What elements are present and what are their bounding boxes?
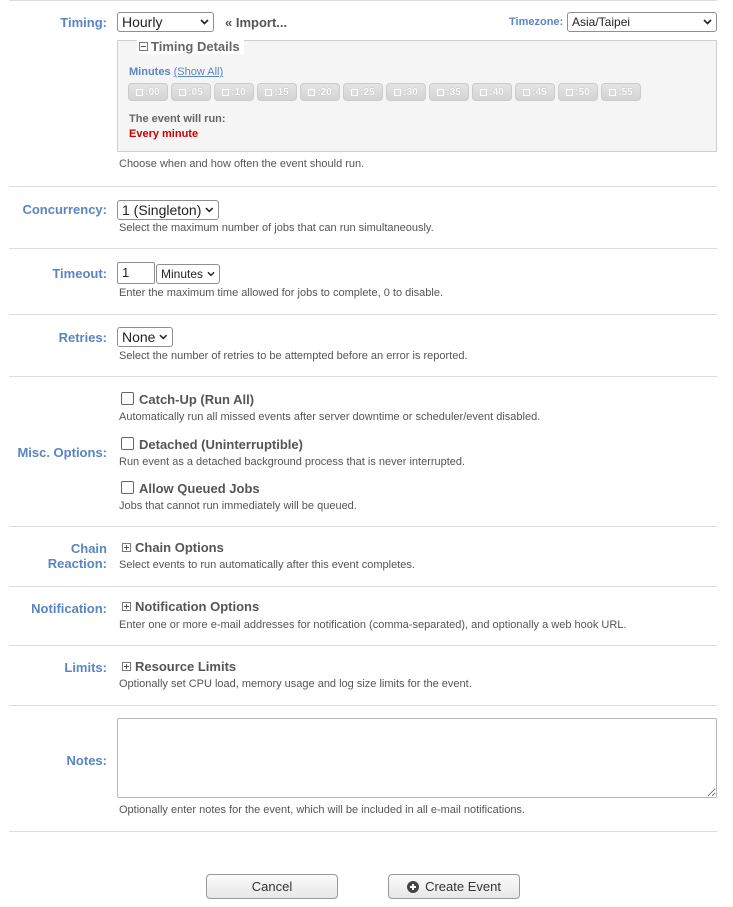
run-summary: Every minute — [129, 128, 199, 140]
add-circle-icon — [407, 881, 419, 893]
divider — [9, 376, 717, 377]
notes-label: Notes: — [66, 753, 107, 768]
queue-caption: Jobs that cannot run immediately will be queued. — [119, 500, 357, 512]
checkbox-icon — [523, 89, 530, 96]
timeout-label: Timeout: — [52, 266, 107, 281]
checkbox-icon — [566, 89, 573, 96]
chain-reaction-label: Chain Reaction: — [47, 541, 107, 571]
notification-options-toggle[interactable]: Notification Options — [122, 599, 259, 614]
chevron-down-icon — [159, 334, 168, 340]
catchup-label[interactable]: Catch-Up (Run All) — [139, 392, 255, 407]
divider — [9, 314, 717, 315]
minute-button[interactable]: :35 — [429, 83, 469, 101]
chevron-down-icon — [207, 271, 215, 277]
timezone-label: Timezone: — [509, 16, 564, 28]
retries-select[interactable]: None — [117, 327, 173, 347]
checkbox-icon — [609, 89, 616, 96]
collapse-icon — [139, 42, 148, 51]
minute-button[interactable]: :15 — [257, 83, 297, 101]
minute-button[interactable]: :45 — [515, 83, 555, 101]
checkbox-icon — [351, 89, 358, 96]
notes-caption: Optionally enter notes for the event, which will be included in all e-mail notifications. — [119, 804, 525, 816]
chain-options-toggle[interactable]: Chain Options — [122, 540, 224, 555]
divider — [9, 586, 717, 587]
run-label: The event will run: — [129, 113, 226, 125]
divider — [9, 248, 717, 249]
minute-button[interactable]: :20 — [300, 83, 340, 101]
import-link[interactable]: « Import... — [225, 15, 288, 30]
notes-textarea[interactable] — [117, 718, 717, 798]
timeout-caption: Enter the maximum time allowed for jobs to complete, 0 to disable. — [119, 287, 444, 299]
retries-caption: Select the number of retries to be attempted before an error is reported. — [119, 350, 468, 362]
notification-label: Notification: — [31, 601, 107, 616]
concurrency-label: Concurrency: — [22, 202, 107, 217]
minute-button[interactable]: :00 — [128, 83, 168, 101]
limits-caption: Optionally set CPU load, memory usage and log size limits for the event. — [119, 678, 472, 690]
expand-icon — [122, 602, 131, 611]
chevron-down-icon — [200, 19, 209, 25]
checkbox-icon — [480, 89, 487, 96]
catchup-checkbox[interactable] — [121, 392, 134, 405]
checkbox-icon — [437, 89, 444, 96]
checkbox-icon — [222, 89, 229, 96]
divider — [9, 645, 717, 646]
timing-details-toggle[interactable]: Timing Details — [137, 39, 244, 54]
minute-button[interactable]: :10 — [214, 83, 254, 101]
detached-checkbox[interactable] — [121, 437, 134, 450]
timing-mode-select[interactable]: Hourly — [117, 12, 214, 32]
minutes-label: Minutes (Show All) — [129, 66, 224, 78]
create-event-button[interactable]: Create Event — [388, 874, 520, 899]
divider — [9, 705, 717, 706]
misc-options-label: Misc. Options: — [17, 445, 107, 460]
divider — [9, 186, 717, 187]
concurrency-caption: Select the maximum number of jobs that can run simultaneously. — [119, 222, 434, 234]
timing-caption: Choose when and how often the event should run. — [119, 158, 365, 170]
checkbox-icon — [136, 89, 143, 96]
divider — [9, 831, 717, 832]
timeout-input[interactable]: 1 — [117, 262, 155, 284]
expand-icon — [122, 662, 131, 671]
minute-button[interactable]: :25 — [343, 83, 383, 101]
minute-buttons — [128, 83, 641, 101]
top-divider — [9, 0, 717, 1]
timing-label: Timing: — [60, 15, 107, 30]
chevron-down-icon — [205, 207, 214, 213]
checkbox-icon — [394, 89, 401, 96]
limits-label: Limits: — [64, 660, 107, 675]
notification-caption: Enter one or more e-mail addresses for notification (comma-separated), and optionally a web hook URL. — [119, 619, 627, 631]
divider — [9, 526, 717, 527]
minute-button[interactable]: :50 — [558, 83, 598, 101]
detached-label[interactable]: Detached (Uninterruptible) — [139, 437, 303, 452]
cancel-button[interactable]: Cancel — [206, 874, 338, 899]
retries-label: Retries: — [58, 330, 107, 345]
chain-caption: Select events to run automatically after this event completes. — [119, 559, 415, 571]
checkbox-icon — [179, 89, 186, 96]
detached-caption: Run event as a detached background process that is never interrupted. — [119, 456, 466, 468]
resource-limits-toggle[interactable]: Resource Limits — [122, 659, 236, 674]
concurrency-select[interactable]: 1 (Singleton) — [117, 200, 219, 220]
minute-button[interactable]: :30 — [386, 83, 426, 101]
minute-button[interactable]: :40 — [472, 83, 512, 101]
queue-checkbox[interactable] — [121, 481, 134, 494]
timezone-select[interactable]: Asia/Taipei — [567, 12, 717, 32]
chevron-down-icon — [703, 19, 712, 25]
queue-label[interactable]: Allow Queued Jobs — [139, 481, 260, 496]
checkbox-icon — [265, 89, 272, 96]
timeout-unit-select[interactable]: Minutes — [156, 264, 220, 284]
checkbox-icon — [308, 89, 315, 96]
catchup-caption: Automatically run all missed events after server downtime or scheduler/event disabled. — [119, 411, 541, 423]
minute-button[interactable]: :55 — [601, 83, 641, 101]
show-all-link[interactable]: (Show All) — [173, 66, 224, 78]
minute-button[interactable]: :05 — [171, 83, 211, 101]
expand-icon — [122, 543, 131, 552]
